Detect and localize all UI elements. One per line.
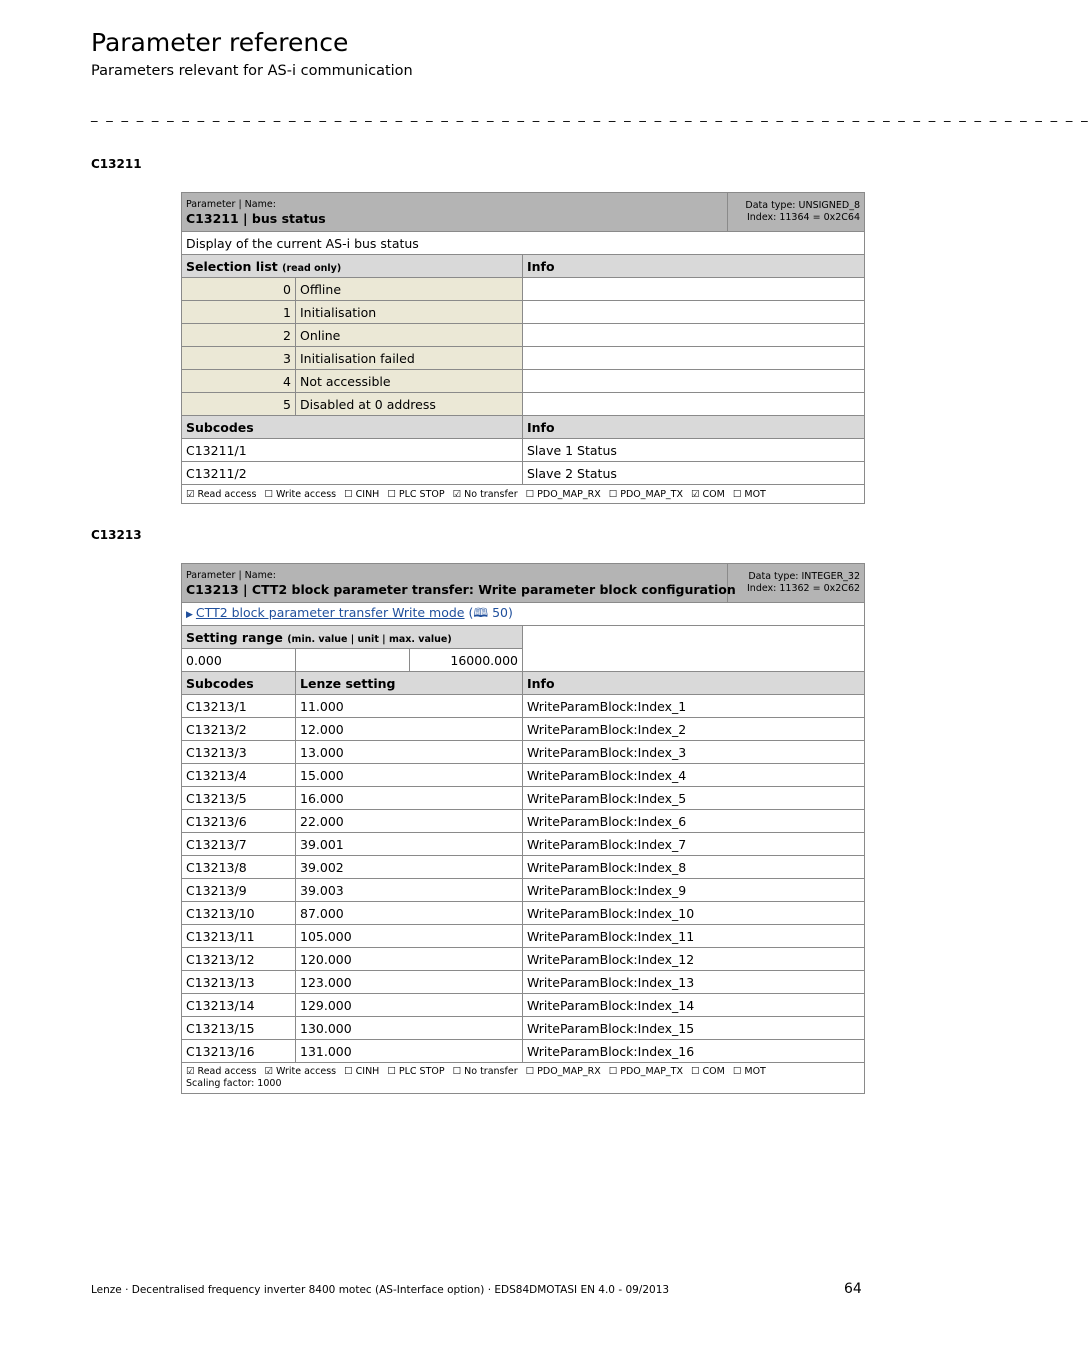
setting-range-note: (min. value | unit | max. value) xyxy=(287,633,452,645)
lenze-setting: 123.000 xyxy=(296,971,523,994)
selection-row xyxy=(182,347,865,370)
subcode-row xyxy=(182,925,865,948)
selection-header-row xyxy=(182,255,865,278)
subcode: C13213/9 xyxy=(182,879,296,902)
access-flag: ☐ PDO_MAP_TX xyxy=(608,488,683,500)
lenze-setting: 39.003 xyxy=(296,879,523,902)
subcode: C13213/12 xyxy=(182,948,296,971)
selection-text: Initialisation xyxy=(296,301,523,324)
subcode-info: WriteParamBlock:Index_14 xyxy=(523,994,865,1017)
access-flag: ☑ No transfer xyxy=(452,488,518,500)
lenze-setting: 15.000 xyxy=(296,764,523,787)
page-reference[interactable]: (🕮 50) xyxy=(468,604,513,620)
subcode-row xyxy=(182,810,865,833)
page-subtitle: Parameters relevant for AS-i communication xyxy=(91,63,413,79)
access-flag: ☐ Write access xyxy=(264,488,337,500)
subcode-info: WriteParamBlock:Index_7 xyxy=(523,833,865,856)
subcode-info: WriteParamBlock:Index_10 xyxy=(523,902,865,925)
access-flag: ☐ COM xyxy=(691,1066,725,1077)
range-unit xyxy=(296,649,410,672)
footer-text: Lenze · Decentralised frequency inverter 8400 motec (AS-Interface option) · EDS84DMOTASI EN 4.0 - 09/2013 xyxy=(91,1284,670,1296)
scaling-factor: Scaling factor: 1000 xyxy=(186,1078,282,1089)
subcode-row xyxy=(182,741,865,764)
chevron-right-icon: ▶ xyxy=(186,609,193,620)
subcode: C13211/1 xyxy=(182,439,523,462)
subcode-info: WriteParamBlock:Index_1 xyxy=(523,695,865,718)
subcode-row xyxy=(182,971,865,994)
param-name-label: Parameter | Name: xyxy=(186,569,276,581)
param-index: Index: 11364 = 0x2C64 xyxy=(746,212,860,223)
selection-value: 3 xyxy=(182,347,296,370)
subcodes-header-row xyxy=(182,672,865,695)
lenze-setting: 12.000 xyxy=(296,718,523,741)
lenze-setting: 39.002 xyxy=(296,856,523,879)
subcode-info: WriteParamBlock:Index_8 xyxy=(523,856,865,879)
selection-value: 2 xyxy=(182,324,296,347)
subcode: C13213/8 xyxy=(182,856,296,879)
subcode: C13213/7 xyxy=(182,833,296,856)
section-heading-c13211: C13211 xyxy=(91,157,142,171)
selection-value: 0 xyxy=(182,278,296,301)
cross-reference-link[interactable]: CTT2 block parameter transfer Write mode xyxy=(195,604,465,620)
subcode: C13213/15 xyxy=(182,1017,296,1040)
lenze-setting: 129.000 xyxy=(296,994,523,1017)
subcode-info: WriteParamBlock:Index_2 xyxy=(523,718,865,741)
subcode-info: WriteParamBlock:Index_4 xyxy=(523,764,865,787)
subcode-info: WriteParamBlock:Index_3 xyxy=(523,741,865,764)
selection-text: Online xyxy=(296,324,523,347)
selection-value: 4 xyxy=(182,370,296,393)
access-flag: ☐ PLC STOP xyxy=(387,488,445,500)
selection-note: (read only) xyxy=(282,262,342,274)
subcode: C13213/11 xyxy=(182,925,296,948)
subcode: C13213/16 xyxy=(182,1040,296,1063)
selection-row xyxy=(182,393,865,416)
subcode-row xyxy=(182,787,865,810)
access-flag: ☑ Read access xyxy=(186,1066,257,1077)
table-header xyxy=(182,193,865,232)
subcode: C13213/2 xyxy=(182,718,296,741)
subcode-row xyxy=(182,439,865,462)
param-name: C13213 | CTT2 block parameter transfer: Write parameter block configuration xyxy=(186,581,736,597)
subcode-row xyxy=(182,948,865,971)
selection-value: 5 xyxy=(182,393,296,416)
data-type: Data type: INTEGER_32 xyxy=(748,571,861,582)
access-flag: ☑ Read access xyxy=(186,488,257,500)
subcodes-header-row xyxy=(182,416,865,439)
subcode-row xyxy=(182,1040,865,1063)
selection-text: Offline xyxy=(296,278,523,301)
access-flag: ☐ No transfer xyxy=(452,1066,518,1077)
range-max: 16000.000 xyxy=(410,649,523,672)
subcode-row xyxy=(182,764,865,787)
subcode-info: WriteParamBlock:Index_13 xyxy=(523,971,865,994)
access-flags-row xyxy=(182,1063,865,1094)
lenze-setting: 120.000 xyxy=(296,948,523,971)
parameter-table-c13211 xyxy=(181,192,865,504)
subcode: C13213/4 xyxy=(182,764,296,787)
info-label: Info xyxy=(523,672,865,695)
subcode: C13213/6 xyxy=(182,810,296,833)
subcode: C13213/14 xyxy=(182,994,296,1017)
access-flag: ☐ CINH xyxy=(344,1066,380,1077)
header-divider: _ _ _ _ _ _ _ _ _ _ _ _ _ _ _ _ _ _ _ _ _ _ _ _ _ _ _ _ _ _ _ _ _ _ _ _ _ _ _ _ _ _ _ _ _ _ _ _ _ _ _ _ _ _ _ _ _ _ _ _ _ _ _ _ _ _ xyxy=(91,108,1090,123)
subcode-row xyxy=(182,833,865,856)
access-flag: ☐ PDO_MAP_TX xyxy=(608,1066,683,1077)
lenze-setting: 105.000 xyxy=(296,925,523,948)
access-flag: ☐ PLC STOP xyxy=(387,1066,445,1077)
access-flag: ☐ PDO_MAP_RX xyxy=(525,1066,601,1077)
subcode-row xyxy=(182,462,865,485)
lenze-setting: 130.000 xyxy=(296,1017,523,1040)
range-min: 0.000 xyxy=(182,649,296,672)
access-flag: ☐ CINH xyxy=(344,488,380,500)
info-label: Info xyxy=(523,255,865,278)
selection-row xyxy=(182,370,865,393)
selection-text: Initialisation failed xyxy=(296,347,523,370)
lenze-setting: 131.000 xyxy=(296,1040,523,1063)
access-flag: ☐ MOT xyxy=(732,488,766,500)
selection-row xyxy=(182,301,865,324)
table-header xyxy=(182,564,865,603)
subcode-row xyxy=(182,902,865,925)
subcode: C13213/5 xyxy=(182,787,296,810)
section-heading-c13213: C13213 xyxy=(91,528,142,542)
subcode: C13213/3 xyxy=(182,741,296,764)
subcode: C13213/1 xyxy=(182,695,296,718)
lenze-setting: 11.000 xyxy=(296,695,523,718)
subcode-info: WriteParamBlock:Index_12 xyxy=(523,948,865,971)
selection-row xyxy=(182,324,865,347)
setting-range-label: Setting range xyxy=(186,629,283,645)
lenze-setting: 13.000 xyxy=(296,741,523,764)
subcode-row xyxy=(182,1017,865,1040)
subcode-info: WriteParamBlock:Index_15 xyxy=(523,1017,865,1040)
subcode-row xyxy=(182,718,865,741)
subcode-row xyxy=(182,994,865,1017)
page-title: Parameter reference xyxy=(91,28,349,57)
access-flags-row xyxy=(182,485,865,504)
page-number: 64 xyxy=(844,1281,862,1297)
subcode-info: WriteParamBlock:Index_9 xyxy=(523,879,865,902)
lenze-setting: 39.001 xyxy=(296,833,523,856)
param-name: C13211 | bus status xyxy=(186,210,326,226)
access-flag: ☐ MOT xyxy=(732,1066,766,1077)
selection-value: 1 xyxy=(182,301,296,324)
subcode-info: WriteParamBlock:Index_16 xyxy=(523,1040,865,1063)
subcode-row xyxy=(182,879,865,902)
parameter-table-c13213 xyxy=(181,563,865,1094)
subcode-info: WriteParamBlock:Index_5 xyxy=(523,787,865,810)
lenze-setting: 87.000 xyxy=(296,902,523,925)
subcode-row xyxy=(182,856,865,879)
selection-text: Not accessible xyxy=(296,370,523,393)
selection-text: Disabled at 0 address xyxy=(296,393,523,416)
access-flag: ☐ PDO_MAP_RX xyxy=(525,488,601,500)
subcode-info: WriteParamBlock:Index_6 xyxy=(523,810,865,833)
subcodes-label: Subcodes xyxy=(182,672,296,695)
lenze-setting: 22.000 xyxy=(296,810,523,833)
data-type: Data type: UNSIGNED_8 xyxy=(745,200,860,211)
subcode-info: WriteParamBlock:Index_11 xyxy=(523,925,865,948)
lenze-setting-label: Lenze setting xyxy=(296,672,523,695)
subcode: C13211/2 xyxy=(182,462,523,485)
param-index: Index: 11362 = 0x2C62 xyxy=(747,583,861,594)
subcodes-label: Subcodes xyxy=(182,416,523,439)
subcode: C13213/13 xyxy=(182,971,296,994)
subcode-row xyxy=(182,695,865,718)
access-flag: ☑ Write access xyxy=(264,1066,337,1077)
subcode-info: Slave 1 Status xyxy=(523,439,865,462)
selection-row xyxy=(182,278,865,301)
subcode-info: Slave 2 Status xyxy=(523,462,865,485)
selection-list-label: Selection list xyxy=(186,258,278,274)
param-name-label: Parameter | Name: xyxy=(186,198,276,210)
access-flag: ☑ COM xyxy=(691,488,725,500)
lenze-setting: 16.000 xyxy=(296,787,523,810)
info-label: Info xyxy=(523,416,865,439)
subcode: C13213/10 xyxy=(182,902,296,925)
param-description: Display of the current AS-i bus status xyxy=(182,232,865,255)
